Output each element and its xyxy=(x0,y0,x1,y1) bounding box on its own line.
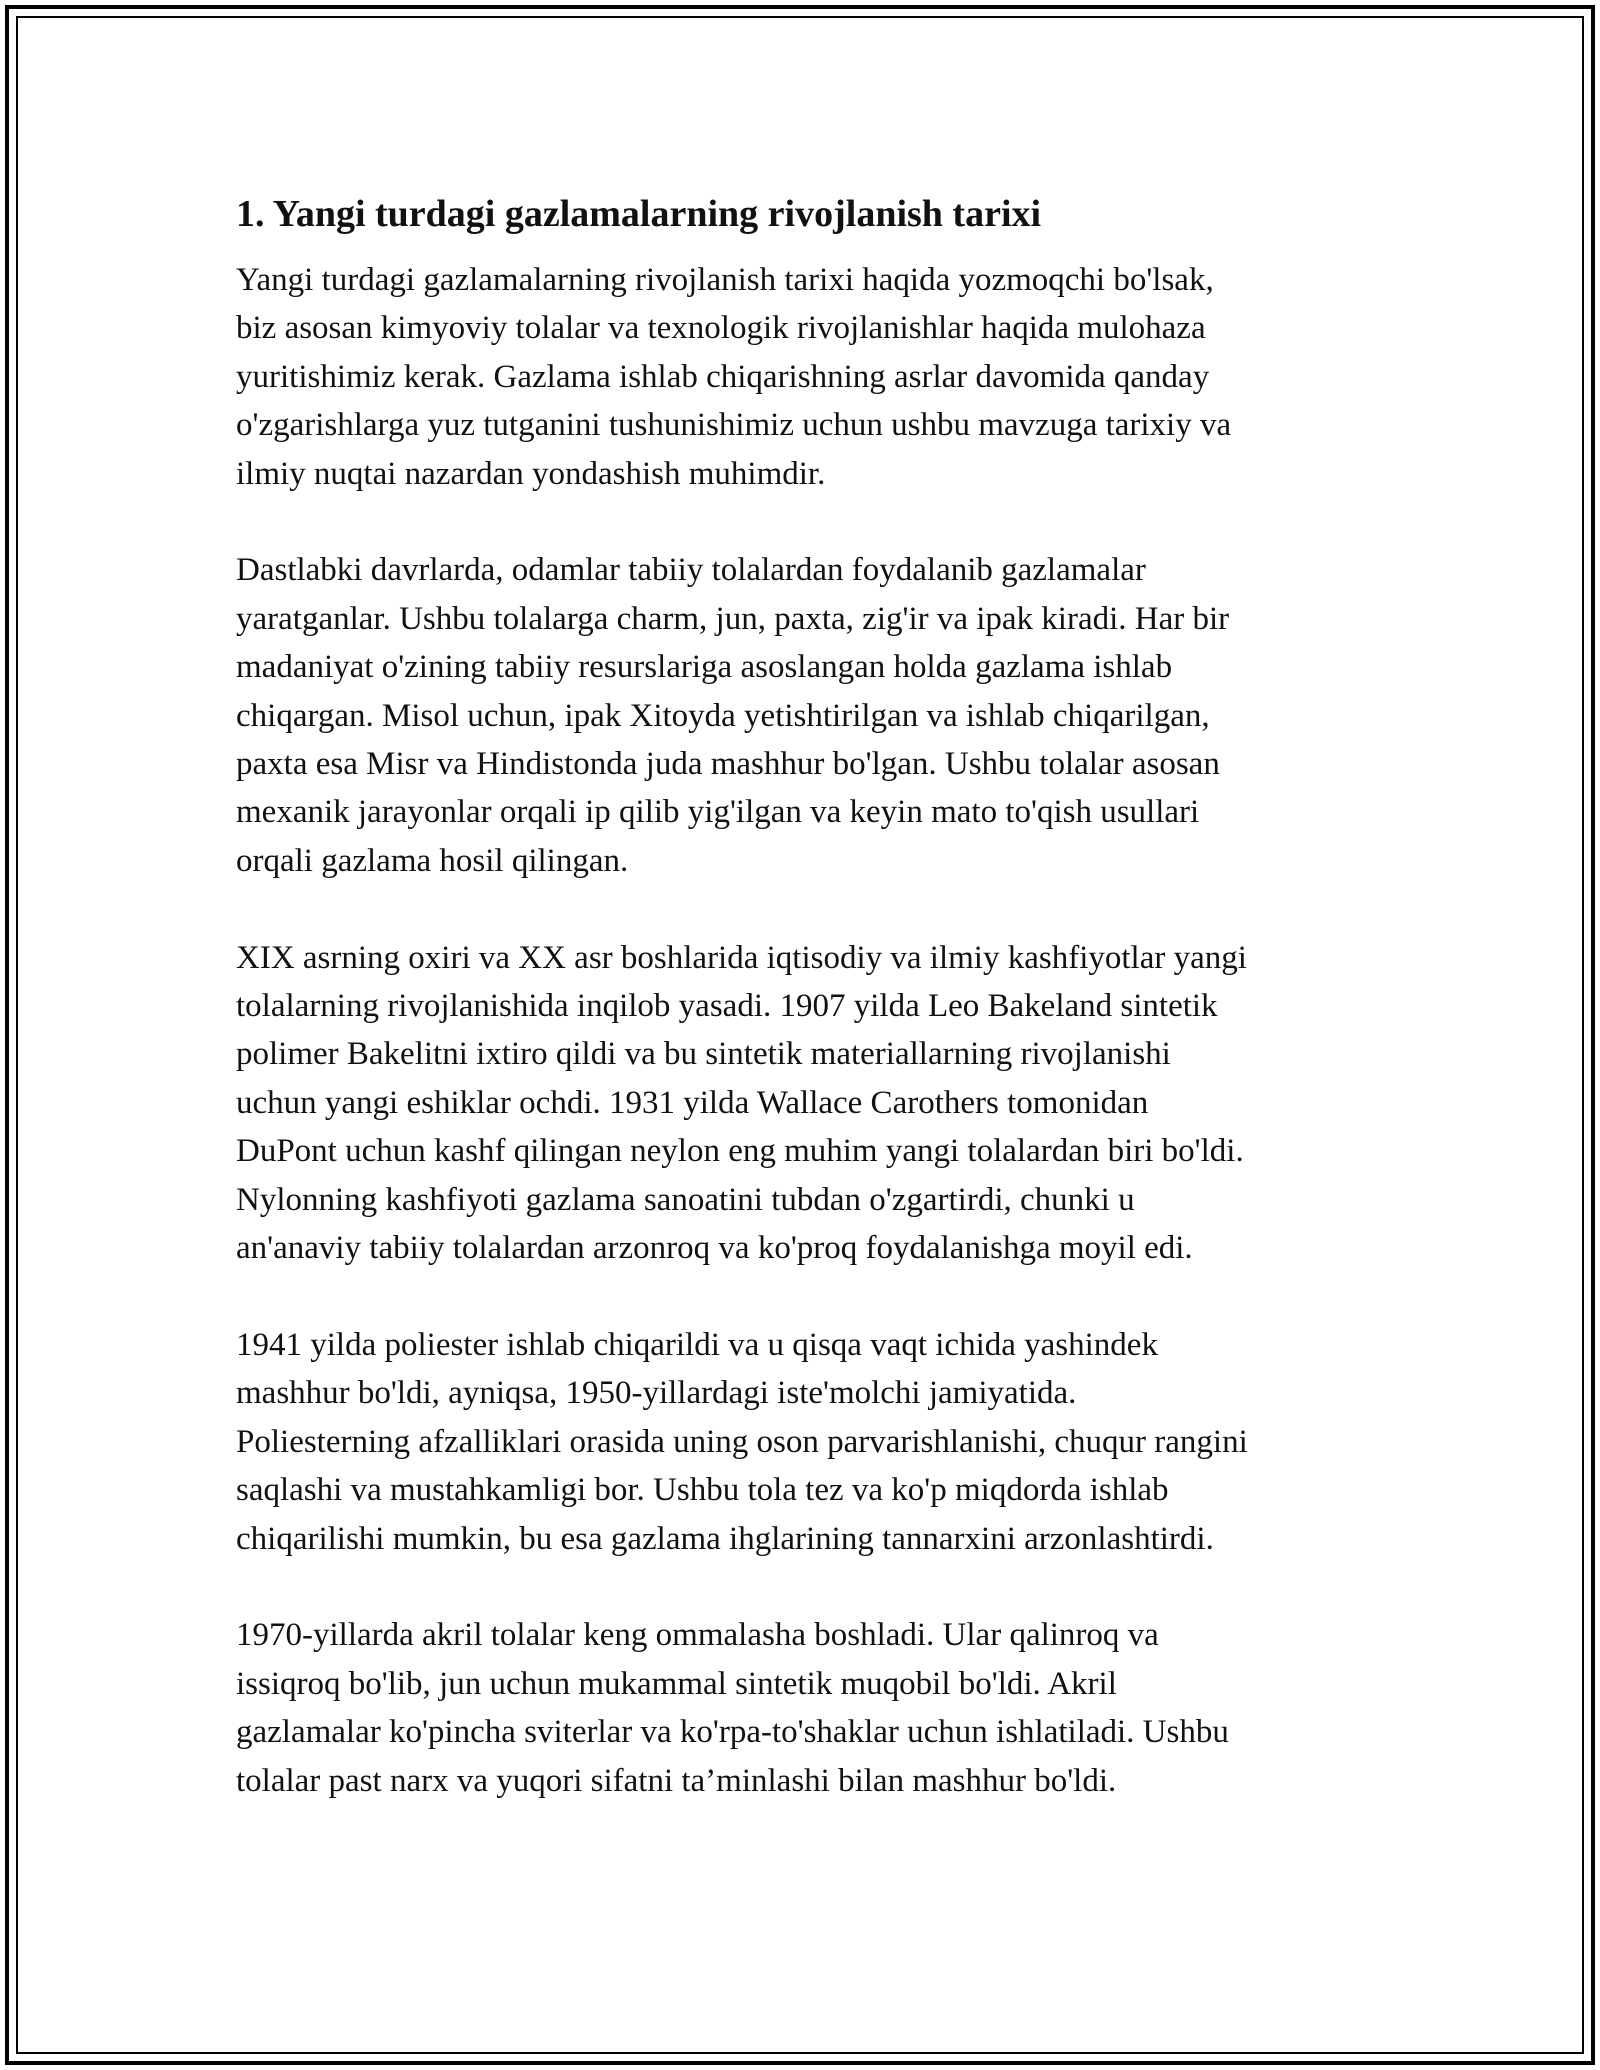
text-line: uchun yangi eshiklar ochdi. 1931 yilda Wallace Carothers tomonidan xyxy=(236,1084,1149,1121)
text-line: yuritishimiz kerak. Gazlama ishlab chiqarishning asrlar davomida qanday xyxy=(236,358,1210,395)
text-line: tolalarning rivojlanishida inqilob yasadi. 1907 yilda Leo Bakeland sintetik xyxy=(236,988,1218,1025)
paragraph-synthetic-origins xyxy=(236,934,1386,1273)
text-line: 1970-yillarda akril tolalar keng ommalasha boshladi. Ular qalinroq va xyxy=(236,1617,1159,1654)
text-line: Poliesterning afzalliklari orasida uning oson parvarishlanishi, chuqur rangini xyxy=(236,1423,1248,1460)
text-line: biz asosan kimyoviy tolalar va texnologik rivojlanishlar haqida mulohaza xyxy=(236,310,1206,347)
text-line: ilmiy nuqtai nazardan yondashish muhimdir. xyxy=(236,455,826,492)
text-line: orqali gazlama hosil qilingan. xyxy=(236,842,629,879)
text-line: Nylonning kashfiyoti gazlama sanoatini tubdan o'zgartirdi, chunki u xyxy=(236,1181,1135,1218)
text-line: yaratganlar. Ushbu tolalarga charm, jun, paxta, zig'ir va ipak kiradi. Har bir xyxy=(236,600,1230,637)
text-line: Yangi turdagi gazlamalarning rivojlanish tarixi haqida yozmoqchi bo'lsak, xyxy=(236,262,1214,298)
text-line: Dastlabki davrlarda, odamlar tabiiy tolalardan foydalanib gazlamalar xyxy=(236,552,1146,589)
text-line: 1941 yilda poliester ishlab chiqarildi va u qisqa vaqt ichida yashindek xyxy=(236,1326,1158,1363)
text-line: tolalar past narx va yuqori sifatni ta’minlashi bilan mashhur bo'ldi. xyxy=(236,1762,1117,1799)
section-heading: 1. Yangi turdagi gazlamalarning rivojlanish tarixi xyxy=(236,193,1042,235)
document-body xyxy=(236,188,1386,1853)
text-line: polimer Bakelitni ixtiro qildi va bu sintetik materiallarning rivojlanishi xyxy=(236,1036,1171,1073)
text-line: chiqarilishi mumkin, bu esa gazlama ihglarining tannarxini arzonlashtirdi. xyxy=(236,1520,1214,1557)
text-line: o'zgarishlarga yuz tutganini tushunishimiz uchun ushbu mavzuga tarixiy va xyxy=(236,407,1232,444)
text-line: saqlashi va mustahkamligi bor. Ushbu tola tez va ko'p miqdorda ishlab xyxy=(236,1472,1169,1509)
paragraph-polyester xyxy=(236,1321,1386,1563)
text-line: paxta esa Misr va Hindistonda juda mashhur bo'lgan. Ushbu tolalar asosan xyxy=(236,746,1220,783)
paragraph-natural-fibers xyxy=(236,546,1386,885)
text-line: mashhur bo'ldi, ayniqsa, 1950-yillardagi iste'molchi jamiyatida. xyxy=(236,1375,1077,1412)
text-line: chiqargan. Misol uchun, ipak Xitoyda yetishtirilgan va ishlab chiqarilgan, xyxy=(236,697,1210,734)
text-line: an'anaviy tabiiy tolalardan arzonroq va ko'proq foydalanishga moyil edi. xyxy=(236,1230,1193,1267)
text-line: gazlamalar ko'pincha sviterlar va ko'rpa-to'shaklar uchun ishlatiladi. Ushbu xyxy=(236,1714,1229,1751)
paragraph-acrylic xyxy=(236,1611,1386,1805)
text-line: DuPont uchun kashf qilingan neylon eng muhim yangi tolalardan biri bo'ldi. xyxy=(236,1133,1244,1170)
text-line: XIX asrning oxiri va XX asr boshlarida iqtisodiy va ilmiy kashfiyotlar yangi xyxy=(236,939,1247,976)
text-line: madaniyat o'zining tabiiy resurslariga asoslangan holda gazlama ishlab xyxy=(236,649,1173,686)
paragraph-intro xyxy=(236,256,1386,498)
text-line: issiqroq bo'lib, jun uchun mukammal sintetik muqobil bo'ldi. Akril xyxy=(236,1665,1117,1702)
text-line: mexanik jarayonlar orqali ip qilib yig'ilgan va keyin mato to'qish usullari xyxy=(236,794,1200,831)
